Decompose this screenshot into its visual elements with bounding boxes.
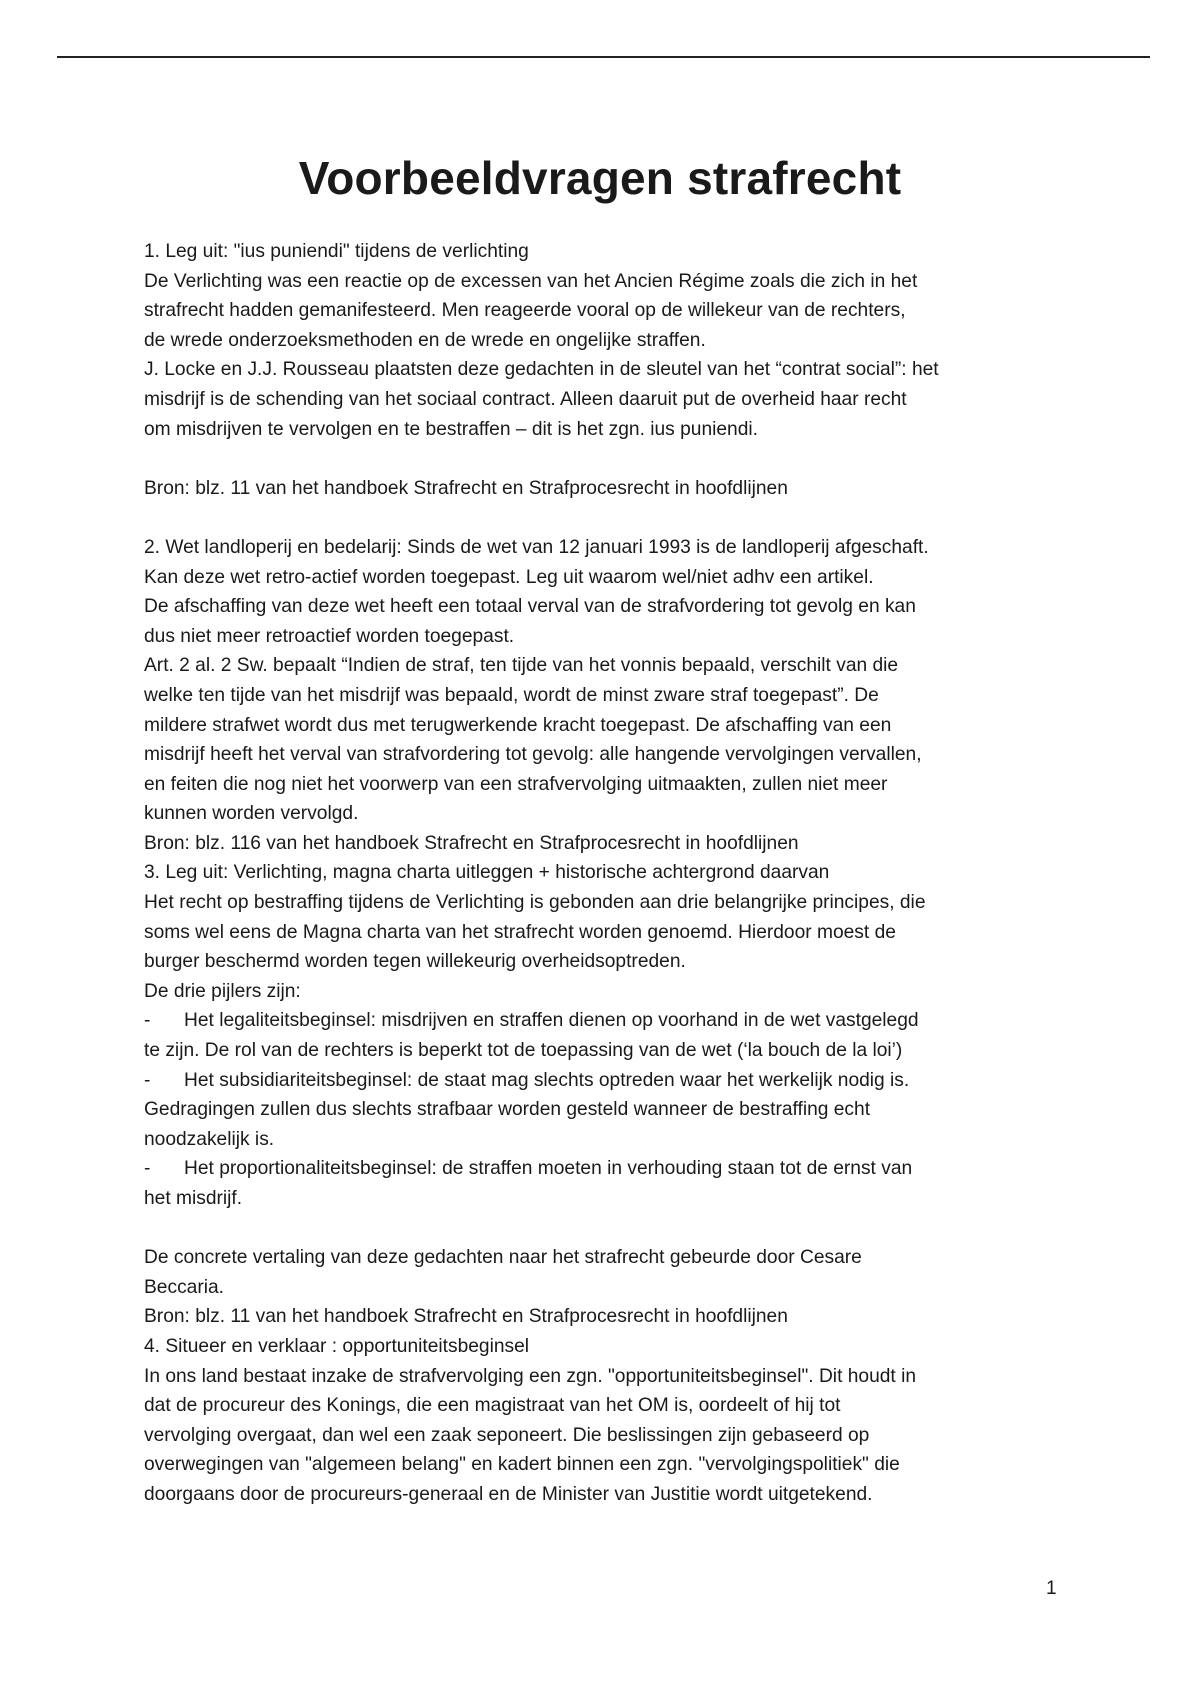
source-line: Bron: blz. 11 van het handboek Strafrecht en Strafprocesrecht in hoofdlijnen [144,477,788,499]
paragraph-gap [144,503,1074,533]
body-line: dus niet meer retroactief worden toegepast. [144,625,515,647]
paragraph-gap [144,1214,1074,1244]
question-1-heading: 1. Leg uit: "ius puniendi" tijdens de verlichting [144,241,529,262]
body-line: noodzakelijk is. [144,1128,275,1150]
page-number: 1 [1046,1578,1057,1599]
body-line: Gedragingen zullen dus slechts strafbaar worden gesteld wanneer de bestraffing echt [144,1099,871,1121]
body-line: De drie pijlers zijn: [144,980,301,1002]
body-line: en feiten die nog niet het voorwerp van een strafvervolging uitmaakten, zullen niet meer [144,773,888,795]
body-line: misdrijf is de schending van het sociaal contract. Alleen daaruit put de overheid haar recht [144,388,907,410]
body-line: vervolging overgaat, dan wel een zaak seponeert. Die beslissingen zijn gebaseerd op [144,1424,870,1446]
body-line: te zijn. De rol van de rechters is beperkt tot de toepassing van de wet (‘la bouch de la loi’) [144,1040,903,1062]
body-line: om misdrijven te vervolgen en te bestraffen – dit is het zgn. ius puniendi. [144,418,758,440]
question-2-heading: 2. Wet landloperij en bedelarij: Sinds de wet van 12 januari 1993 is de landloperij afgeschaft. [144,536,929,558]
body-line: J. Locke en J.J. Rousseau plaatsten deze gedachten in de sleutel van het “contrat social”: het [144,359,939,381]
bullet-text: Het proportionaliteitsbeginsel: de straffen moeten in verhouding staan tot de ernst van [184,1158,913,1180]
bullet-item [144,1006,1074,1036]
body-line: De Verlichting was een reactie op de excessen van het Ancien Régime zoals die zich in het [144,270,918,292]
bullet-item [144,1154,1074,1184]
body-line: burger beschermd worden tegen willekeurig overheidsoptreden. [144,951,686,973]
body-line: misdrijf heeft het verval van strafvordering tot gevolg: alle hangende vervolgingen vervallen, [144,744,922,766]
header-rule [57,56,1150,58]
body-line: Het recht op bestraffing tijdens de Verlichting is gebonden aan drie belangrijke principes, die [144,892,926,914]
bullet-text: Het subsidiariteitsbeginsel: de staat mag slechts optreden waar het werkelijk nodig is. [184,1069,910,1091]
document-body [144,237,1074,1510]
body-line: doorgaans door de procureurs-generaal en de Minister van Justitie wordt uitgetekend. [144,1483,873,1505]
source-line: Bron: blz. 116 van het handboek Strafrecht en Strafprocesrecht in hoofdlijnen [144,832,799,854]
body-line: soms wel eens de Magna charta van het strafrecht worden genoemd. Hierdoor moest de [144,921,896,943]
page-title: Voorbeeldvragen strafrecht [298,152,902,204]
question-3-heading: 3. Leg uit: Verlichting, magna charta uitleggen + historische achtergrond daarvan [144,862,830,884]
body-line: Beccaria. [144,1276,224,1298]
bullet-marker: - [144,1010,151,1032]
body-line: Kan deze wet retro-actief worden toegepast. Leg uit waarom wel/niet adhv een artikel. [144,566,874,588]
body-line: kunnen worden vervolgd. [144,803,359,825]
paragraph-gap [144,444,1074,474]
bullet-marker: - [144,1158,151,1180]
bullet-text: Het legaliteitsbeginsel: misdrijven en straffen dienen op voorhand in de wet vastgelegd [184,1010,919,1032]
body-line: De afschaffing van deze wet heeft een totaal verval van de strafvordering tot gevolg en kan [144,596,916,618]
body-line: In ons land bestaat inzake de strafvervolging een zgn. "opportuniteitsbeginsel". Dit houdt in [144,1365,917,1387]
body-line: overwegingen van "algemeen belang" en kadert binnen een zgn. "vervolgingspolitiek" die [144,1454,900,1476]
body-line: strafrecht hadden gemanifesteerd. Men reageerde vooral op de willekeur van de rechters, [144,300,906,322]
body-line: welke ten tijde van het misdrijf was bepaald, wordt de minst zware straf toegepast”. De [144,684,879,706]
body-line: De concrete vertaling van deze gedachten naar het strafrecht gebeurde door Cesare [144,1247,862,1269]
bullet-marker: - [144,1069,151,1091]
source-line: Bron: blz. 11 van het handboek Strafrecht en Strafprocesrecht in hoofdlijnen [144,1306,788,1328]
bullet-item [144,1066,1074,1096]
body-line: de wrede onderzoeksmethoden en de wrede en ongelijke straffen. [144,329,706,351]
question-4-heading: 4. Situeer en verklaar : opportuniteitsbeginsel [144,1335,530,1357]
body-line: Art. 2 al. 2 Sw. bepaalt “Indien de straf, ten tijde van het vonnis bepaald, verschilt van die [144,655,899,677]
body-line: dat de procureur des Konings, die een magistraat van het OM is, oordeelt of hij tot [144,1395,841,1417]
body-line: mildere strafwet wordt dus met terugwerkende kracht toegepast. De afschaffing van een [144,714,892,736]
body-line: het misdrijf. [144,1188,243,1209]
